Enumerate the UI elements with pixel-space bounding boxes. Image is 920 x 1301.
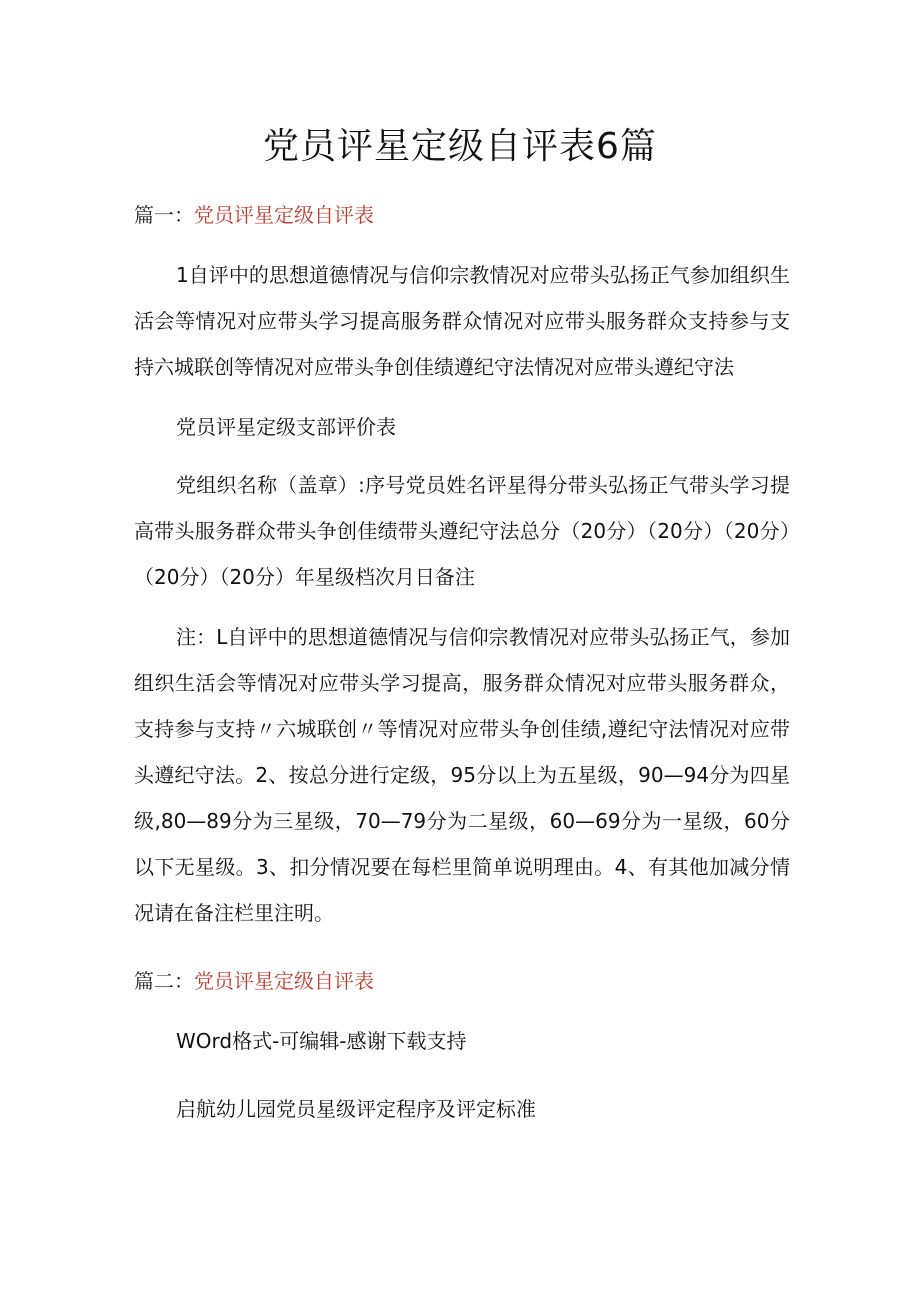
- word-format-note: WOrd格式-可编辑-感谢下载支持: [176, 1029, 467, 1053]
- paragraph-notes: 注：L自评中的思想道德情况与信仰宗教情况对应带头弘扬正气，参加组织生活会等情况对应带头学习提高，服务群众情况对应带头服务群众，支持参与支持〃六城联创〃等情况对应带头争创佳绩,遵纪守法情况对应带头遵纪守法。2、按总分进行定级，95分以上为五星级，90—94分为四星级,80—89分为三星级，70—79分为二星级，60—69分为一星级，60分以下无星级。3、扣分情况要在每栏里简单说明理由。4、有其他加减分情况请在备注栏里注明。: [134, 625, 790, 925]
- section-title: 党员评星定级自评表: [194, 969, 374, 993]
- section-prefix: 篇一：: [134, 203, 194, 227]
- branch-evaluation-table-title: 党员评星定级支部评价表: [176, 415, 396, 439]
- paragraph-self-evaluation: 1自评中的思想道德情况与信仰宗教情况对应带头弘扬正气参加组织生活会等情况对应带头学习提高服务群众情况对应带头服务群众支持参与支持六城联创等情况对应带头争创佳绩遵纪守法情况对应带头遵纪守法: [134, 263, 790, 379]
- section-heading-1: [134, 200, 374, 230]
- section-heading-2: [134, 966, 374, 996]
- kindergarten-heading: 启航幼儿园党员星级评定程序及评定标准: [176, 1097, 536, 1121]
- document-title: 党员评星定级自评表6篇: [263, 126, 657, 167]
- paragraph-table-columns: 党组织名称（盖章）:序号党员姓名评星得分带头弘扬正气带头学习提高带头服务群众带头争创佳绩带头遵纪守法总分（20分）（20分）（20分）（20分）（20分）年星级档次月日备注: [134, 473, 790, 589]
- section-prefix: 篇二：: [134, 969, 194, 993]
- section-title: 党员评星定级自评表: [194, 203, 374, 227]
